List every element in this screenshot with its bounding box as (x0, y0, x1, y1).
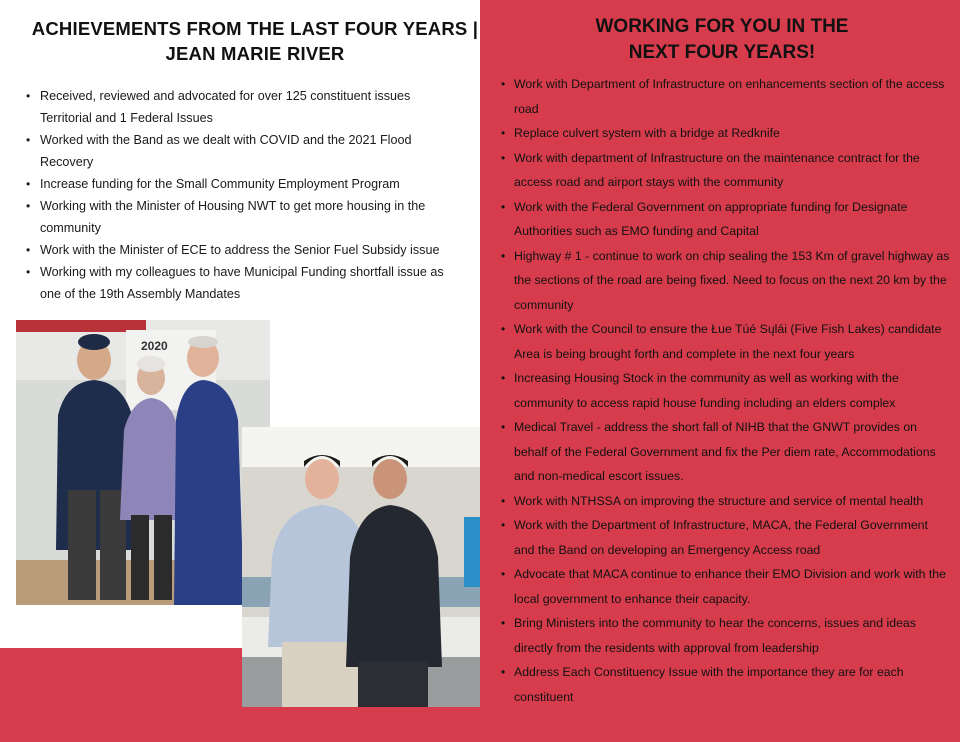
list-item: • Working with the Minister of Housing NWT to get more housing in the community (22, 195, 462, 239)
list-item: • Bring Ministers into the community to hear the concerns, issues and ideas directly from the residents with approval from leadership (498, 611, 950, 660)
list-item: • Highway # 1 - continue to work on chip sealing the 153 Km of gravel highway as the sections of the road are being fixed. Need to focus on the next 20 km by the community (498, 244, 950, 318)
list-item: • Working with my colleagues to have Municipal Funding shortfall issue as one of the 19th Assembly Mandates (22, 261, 462, 305)
list-item: • Work with the Minister of ECE to address the Senior Fuel Subsidy issue (22, 239, 462, 261)
list-item: • Work with the Federal Government on appropriate funding for Designate Authorities such as EMO funding and Capital (498, 195, 950, 244)
list-item: • Received, reviewed and advocated for over 125 constituent issues Territorial and 1 Federal Issues (22, 85, 462, 129)
list-item: • Medical Travel - address the short fall of NIHB that the GNWT provides on behalf of the Federal Government and fix the Per diem rate, Accommodations and non-medical escort issues. (498, 415, 950, 489)
list-item: • Work with NTHSSA on improving the structure and service of mental health (498, 489, 950, 514)
list-item: • Increase funding for the Small Community Employment Program (22, 173, 462, 195)
plans-list (498, 72, 950, 709)
list-item: • Work with Department of Infrastructure on enhancements section of the access road (498, 72, 950, 121)
list-item: • Increasing Housing Stock in the community as well as working with the community to access rapid house funding including an elders complex (498, 366, 950, 415)
right-title-line2: NEXT FOUR YEARS! (628, 42, 816, 63)
list-item: • Address Each Constituency Issue with the importance they are for each constituent (498, 660, 950, 709)
left-title-line2: JEAN MARIE RIVER (165, 43, 345, 64)
list-item: • Work with the Council to ensure the Łue Túé Sųlái (Five Fish Lakes) candidate Area is being brought forth and complete in the next four years (498, 317, 950, 366)
list-item: • Advocate that MACA continue to enhance their EMO Division and work with the local government to enhance their capacity. (498, 562, 950, 611)
left-title-line1: ACHIEVEMENTS FROM THE LAST FOUR YEARS | (31, 18, 479, 39)
right-title-line1: WORKING FOR YOU IN THE (595, 16, 849, 37)
sign-text-1: 2020 (141, 339, 168, 353)
achievements-list (22, 85, 462, 305)
list-item: • Replace culvert system with a bridge at Redknife (498, 121, 950, 146)
left-title (20, 16, 490, 66)
list-item: • Worked with the Band as we dealt with COVID and the 2021 Flood Recovery (22, 129, 462, 173)
list-item: • Work with department of Infrastructure on the maintenance contract for the access road and airport stays with the community (498, 146, 950, 195)
photo-two-men-outdoor (242, 427, 480, 707)
list-item: • Work with the Department of Infrastructure, MACA, the Federal Government and the Band on developing an Emergency Access road (498, 513, 950, 562)
photo-group-indoor (16, 320, 270, 605)
right-title (500, 14, 944, 66)
